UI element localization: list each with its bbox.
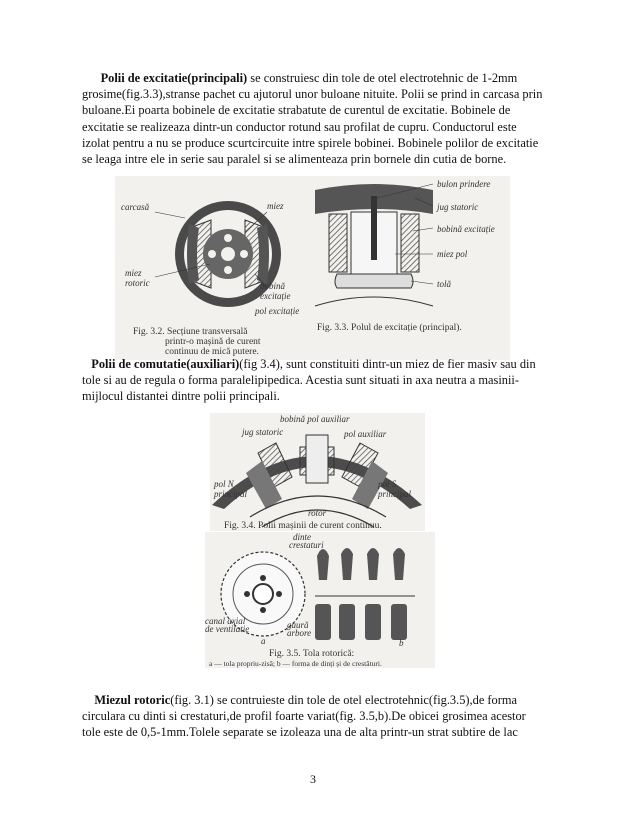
caption-fig-3-2-line1: Fig. 3.2. Secțiune transversală [133,327,248,337]
label-carcasa: carcasă [121,202,150,212]
label-bobina-1: bobină [260,281,286,291]
label-miez-rotoric-1: miez [125,268,142,278]
caption-fig-3-5: Fig. 3.5. Tola rotorică: [269,649,355,659]
label-jug-statoric: jug statoric [437,202,479,212]
label-bobina-excitatie: bobină excitație [437,224,495,234]
label-bobina-2: excitație [260,291,291,301]
caption-fig-3-2-line2: printr-o mașină de curent [165,337,261,347]
figure-polii-masinii [210,413,425,531]
figure-tola-rotorica-drawing [205,532,435,668]
caption-fig-3-5-sub: a — tola propriu-zisă; b — forma de dinți și de crestături. [209,659,382,668]
caption-fig-3-2-line3: continuu de mică putere. [165,347,259,357]
figure-poli-excitatie [115,176,510,360]
term-miezul-rotoric: Miezul rotoric [94,693,171,707]
paragraph-text: se construiesc din tole de otel electrotehnic de 1-2mm grosime(fig.3.3),stranse pachet cu ajutorul unor buloane nituite. Polii se prind in carcasa prin buloane.Ei poarta bobinele de excitatie strabatute de curentul de excitatie. Bobinele de excitatie se realizeaza dintr-un conductor rotund sau profilat de cupru. Conductorul este izolat pentru a nu se produce scurtcircuite intre spirele bobinei. Bobinele polilor de excitatie se leaga intre ele in serie sau paralel si se alimenteaza prin bornele din cutia de borne. [82,71,543,167]
label-b: b [399,638,404,648]
label-pol-n-principal: principal [214,489,247,499]
label-canal-axial: canal axial [205,616,246,626]
label-miez-pol: miez pol [437,249,468,259]
paragraph-text: (fig. 3.1) se contruieste din tole de otel electrotehnic(fig.3.5),de forma circulara cu dinti si crestaturi,de profil foarte variat(fig. 3.5,b).De obicei grosimea acestor tole este de 0,5-1mm.Tolele separate se izoleaza una de alta printr-un strat subtire de lac [82,693,526,740]
label-rotor: rotor [308,508,327,518]
label-bobina-pol-auxiliar: bobină pol auxiliar [280,414,350,424]
paragraph-text: (fig 3.4), sunt constituiti dintr-un miez de fier masiv sau din tole si au de regula o forma paralelipipedica. Acestia sunt situati in axa neutra a masinii-mijlocul distantei dintre polii principali. [82,357,536,404]
paragraph-polii-excitatie [82,70,546,167]
label-jug-statoric: jug statoric [242,427,284,437]
pole-detail-drawing [315,184,433,306]
figure-polii-masinii-drawing [210,413,425,531]
figure-tola-rotorica [205,532,435,668]
label-pol-excitatie: pol excitație [255,306,300,316]
paragraph-polii-comutatie [82,356,546,405]
caption-fig-3-4: Fig. 3.4. Polii mașinii de curent continuu. [224,521,382,531]
label-tola: tolă [437,279,452,289]
label-pol-auxiliar: pol auxiliar [344,429,387,439]
label-miez-rotoric-2: rotoric [125,278,150,288]
label-bulon-prindere: bulon prindere [437,179,491,189]
label-pol-s-principal: principal [378,489,411,499]
paragraph-miezul-rotoric [82,692,546,741]
caption-fig-3-3: Fig. 3.3. Polul de excitație (principal). [317,323,462,333]
label-pol-n: pol N [214,479,234,489]
label-miez: miez [267,201,284,211]
page-number: 3 [310,772,316,786]
label-gaura: gaură [287,620,309,630]
label-pol-s: pol S [378,479,397,489]
label-arbore: arbore [287,628,312,638]
term-polii-comutatie: Polii de comutatie(auxiliari) [91,357,240,371]
figure-poli-excitatie-drawing [115,176,510,360]
label-a: a [261,636,266,646]
label-crestaturi: crestaturi [289,540,324,550]
slot-shapes-drawing [315,548,415,640]
term-polii-excitatie: Polii de excitatie(principali) [100,71,248,85]
label-dinte: dinte [293,532,311,542]
label-de-ventilatie: de ventilatie [205,624,250,634]
